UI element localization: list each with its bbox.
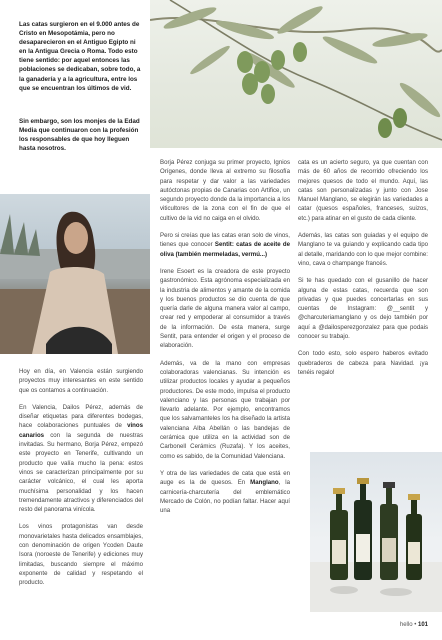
middle-paragraph-5-text-b: , la carnicería-charcutería del emblemático Mercado de Colón, no podían faltar. Hacer aquí una (160, 479, 291, 515)
sentit-highlight: Sentit: catas de aceite de oliva (también mermeladas, vermú...) (160, 241, 290, 258)
folio-section: hello (399, 622, 413, 628)
middle-paragraph-5 (160, 469, 290, 515)
right-column (298, 158, 428, 385)
middle-paragraph-2 (160, 231, 290, 259)
left-paragraph-2-text-b: con la segunda de nuestras invitadas. Su hermano, Borja Pérez, empezó este proyecto en Tenerife, cultivando un producto que valía mucho la pena: estos vinos se caracterizan principalmente por su carácter volcánico, el cual les aporta muchísima personalidad y los hacen tremendamente atractivos y diferenciados del resto del panorama vinícola. (19, 431, 143, 514)
middle-paragraph-1: Borja Pérez conjuga su primer proyecto, Ignios Orígenes, donde lleva al extremo su filosofía para respetar y dar valor a las variedades autóctonas propias de Canarias con Artifice, un segundo proyecto donde da la importancia a los viticultores de la zona con el fin de que el cultivo de la vid no caiga en el olvido. (160, 159, 290, 222)
woman-portrait-photo (0, 194, 150, 354)
left-paragraph-2-text-a: En Valencia, Dailos Pérez, además de diseñar etiquetas para diferentes bodegas, hace colaboraciones puntuales de (19, 403, 143, 430)
olive-oil-bottles-photo (310, 452, 442, 612)
left-paragraph-1: Hoy en día, en Valencia están surgiendo proyectos muy interesantes en este sentido que os contamos a continuación. (19, 368, 143, 394)
middle-paragraph-5-text-a: Y otra de las variedades de cata que está en auge es la de quesos. En (160, 469, 290, 487)
olive-branch-photo (150, 0, 442, 148)
page-folio: hello • 101 (399, 622, 428, 628)
middle-paragraph-4: Además, va de la mano con empresas colaboradoras valencianas. Su intención es utilizar productos locales y ayudar a pequeños productores. De este modo, impulsa el producto valenciano y las personas que trabajan por llevarlo adelante. Por ejemplo, encontramos que los salvamanteles los ha diseñado la artista valenciana Alba Abellán o las bandejas de cerámica que utiliza en la actividad son de Carbonell Cerámics (Ruzafa). Y los aceites, como es sabido, de la Comunidad Valenciana. (160, 359, 290, 460)
right-paragraph-2: Además, las catas son guiadas y el equipo de Manglano te va guiando y explicando cada tipo al detalle, maridando con lo que mejor combine: vino, cava o champange francés. (298, 232, 428, 267)
left-column (19, 367, 143, 596)
manglano-highlight: Manglano (250, 479, 279, 487)
intro-paragraph-2: Sin embargo, son los monjes de la Edad Media que continuaron con la profesión los responsables de que hoy lleguen hasta nosotros. (19, 118, 140, 153)
middle-paragraph-3: Irene Esoert es la creadora de este proyecto gastronómico. Esta agrónoma especializada en la industria de alimentos y amante de la comida y los buenos productos se dio cuenta de que quería darle de alguna manera valor al campo, crear red y empoderar al consumidor a través de la información. De esta manera, surge Sentit, para entender el origen y el proceso de elaboración. (160, 267, 290, 350)
middle-paragraph-2-text: Pero si creías que las catas eran solo de vinos, tienes que conocer (160, 232, 290, 249)
middle-column (160, 158, 290, 523)
intro-paragraph-1: Las catas surgieron en el 9.000 antes de Cristo en Mesopotámia, pero no desaparecieron en el Antiguo Egipto ni en la Antigua Grecia o Roma. Todo esto tiene sentido: por aquel entonces las poblaciones se dedicaban, sobre todo, a la ganadería y a la agricultura, entre los que se encuentran los últimos de vid. (19, 21, 141, 92)
vinos-canarios-highlight: vinos canarios (19, 422, 143, 439)
page-number: 101 (417, 622, 428, 628)
right-paragraph-1: cata es un acierto seguro, ya que cuentan con más de 60 años de recorrido ofreciendo los mejores quesos de todo el mundo. Aquí, las catas son personalizadas y junto con Jose Manuel Manglano, se elegirán las variedades a catar (quesos españoles, franceses, suizos, etc.) para atinar en el gusto de cada cliente. (298, 159, 428, 222)
right-paragraph-3: Si te has quedado con el gusanillo de hacer alguna de estas catas, recuerda que son privadas y que puedes concertarlas en sus cuentas de Instagram: @__sentit y @charcuteriamanglano y os dejo también por aquí a @dailosperezgonzalez para que podais conocer su trabajo. (298, 277, 428, 341)
right-paragraph-4: Con todo esto, solo espero haberos evitado quebraderos de cabeza para Navidad. ¡ya tenéis regalo! (298, 350, 428, 376)
left-paragraph-2 (19, 403, 143, 515)
left-paragraph-3: Los vinos protagonistas van desde monovarietales hasta delicados ensamblajes, con denominación de origen Ycoden Daute Isora (noroeste de Tenerife) y ediciones muy limitadas, buscando siempre el máximo exponente de calidad y respetando el producto. (19, 523, 143, 587)
